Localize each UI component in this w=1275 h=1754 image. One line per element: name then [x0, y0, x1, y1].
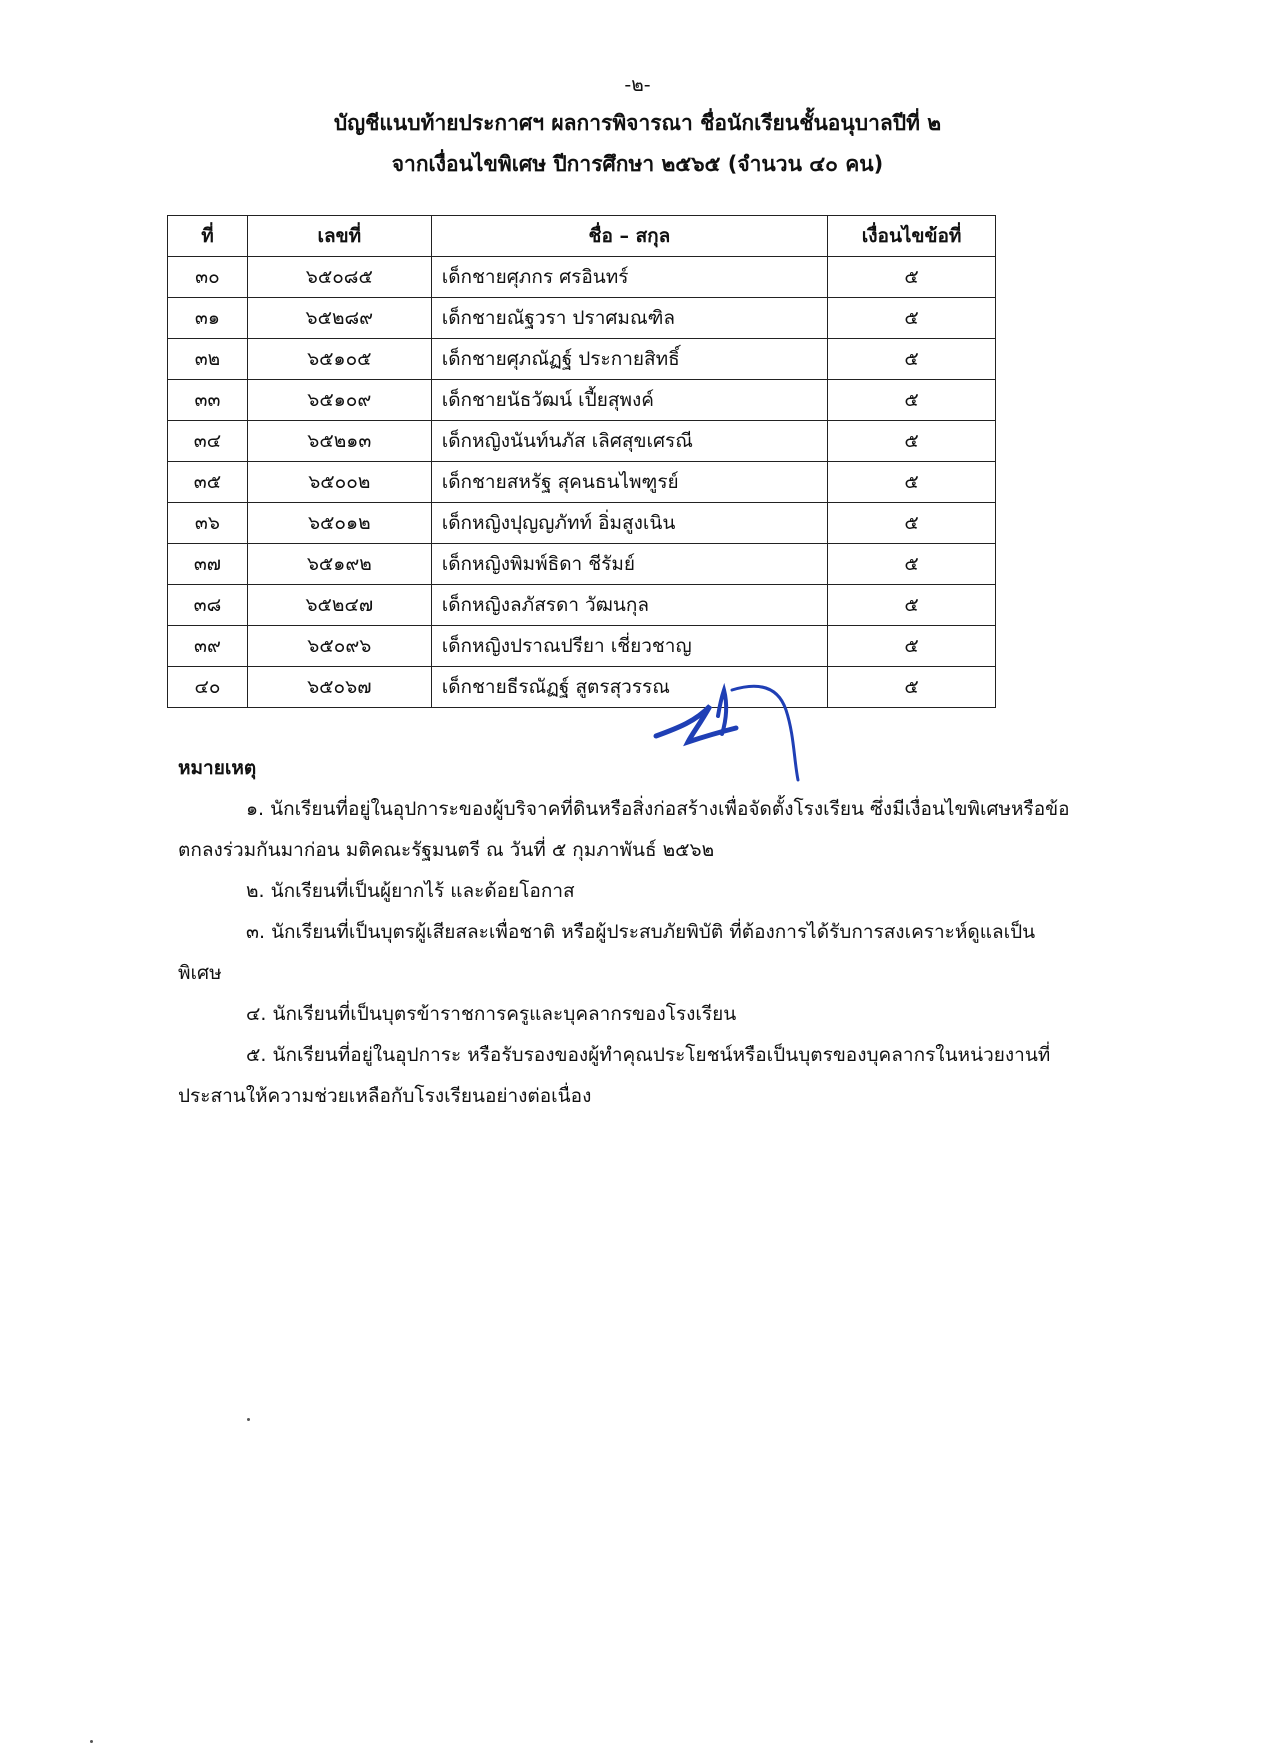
document-title-line-2: จากเงื่อนไขพิเศษ ปีการศึกษา ๒๕๖๕ (จำนวน ๔๐ คน) [391, 152, 884, 176]
table-row [168, 503, 996, 544]
condition-number: ๕ [828, 585, 996, 626]
table-header-row [168, 216, 996, 257]
table-row [168, 380, 996, 421]
student-name: เด็กชายสหรัฐ สุคนธนไพฑูรย์ [431, 462, 827, 503]
note-item-3: ๓. นักเรียนที่เป็นบุตรผู้เสียสละเพื่อชาติ หรือผู้ประสบภัยพิบัติ ที่ต้องการได้รับการสงเคราะห์ดูแลเป็นพิเศษ [178, 921, 1036, 984]
row-number: ๓๓ [168, 380, 248, 421]
row-number: ๓๐ [168, 257, 248, 298]
table-row [168, 339, 996, 380]
scan-speck [90, 1740, 93, 1743]
student-id: ๖๕๒๘๙ [247, 298, 431, 339]
note-item-2: ๒. นักเรียนที่เป็นผู้ยากไร้ และด้อยโอกาส [246, 880, 575, 902]
student-id: ๖๕๐๑๒ [247, 503, 431, 544]
header-no: ที่ [168, 216, 248, 257]
row-number: ๓๖ [168, 503, 248, 544]
student-name: เด็กชายศุภกร ศรอินทร์ [431, 257, 827, 298]
condition-number: ๕ [828, 298, 996, 339]
student-id: ๖๕๐๐๒ [247, 462, 431, 503]
table-row [168, 585, 996, 626]
condition-number: ๕ [828, 544, 996, 585]
row-number: ๓๘ [168, 585, 248, 626]
student-table [167, 215, 996, 708]
student-name: เด็กหญิงนันท์นภัส เลิศสุขเศรณี [431, 421, 827, 462]
condition-number: ๕ [828, 667, 996, 708]
student-id: ๖๕๑๐๕ [247, 339, 431, 380]
row-number: ๓๕ [168, 462, 248, 503]
note-item-5: ๕. นักเรียนที่อยู่ในอุปการะ หรือรับรองของผู้ทำคุณประโยชน์หรือเป็นบุตรของบุคลากรในหน่วยงานที่ประสานให้ความช่วยเหลือกับโรงเรียนอย่างต่อเนื่อง [178, 1044, 1051, 1107]
student-name: เด็กหญิงปุญญภัทท์ อิ่มสูงเนิน [431, 503, 827, 544]
student-name: เด็กหญิงปราณปรียา เชี่ยวชาญ [431, 626, 827, 667]
note-item-1: ๑. นักเรียนที่อยู่ในอุปการะของผู้บริจาคที่ดินหรือสิ่งก่อสร้างเพื่อจัดตั้งโรงเรียน ซึ่งมีเงื่อนไขพิเศษหรือข้อตกลงร่วมกันมาก่อน มติคณะรัฐมนตรี ณ วันที่ ๕ กุมภาพันธ์ ๒๕๖๒ [178, 798, 1070, 861]
condition-number: ๕ [828, 421, 996, 462]
row-number: ๓๔ [168, 421, 248, 462]
student-name: เด็กชายณัฐวรา ปราศมณฑิล [431, 298, 827, 339]
condition-number: ๕ [828, 380, 996, 421]
row-number: ๓๑ [168, 298, 248, 339]
row-number: ๔๐ [168, 667, 248, 708]
row-number: ๓๙ [168, 626, 248, 667]
condition-number: ๕ [828, 462, 996, 503]
table-row [168, 298, 996, 339]
student-id: ๖๕๑๐๙ [247, 380, 431, 421]
student-id: ๖๕๒๑๓ [247, 421, 431, 462]
condition-number: ๕ [828, 503, 996, 544]
note-item-4: ๔. นักเรียนที่เป็นบุตรข้าราชการครูและบุคลากรของโรงเรียน [246, 1003, 737, 1025]
table-row [168, 462, 996, 503]
header-name: ชื่อ – สกุล [431, 216, 827, 257]
row-number: ๓๗ [168, 544, 248, 585]
header-condition: เงื่อนไขข้อที่ [828, 216, 996, 257]
table-row [168, 544, 996, 585]
student-id: ๖๕๐๘๕ [247, 257, 431, 298]
student-id: ๖๕๒๔๗ [247, 585, 431, 626]
page-number: -๒- [624, 74, 651, 96]
table-row [168, 257, 996, 298]
notes-heading: หมายเหตุ [178, 757, 257, 779]
student-name: เด็กชายศุภณัฏฐ์ ประกายสิทธิ์ [431, 339, 827, 380]
student-name: เด็กหญิงลภัสรดา วัฒนกุล [431, 585, 827, 626]
student-name: เด็กชายนัธวัฒน์ เปี้ยสุพงค์ [431, 380, 827, 421]
condition-number: ๕ [828, 339, 996, 380]
student-id: ๖๕๐๖๗ [247, 667, 431, 708]
scan-speck [247, 1418, 250, 1421]
condition-number: ๕ [828, 626, 996, 667]
row-number: ๓๒ [168, 339, 248, 380]
notes-section [178, 748, 1078, 1117]
student-id: ๖๕๑๙๒ [247, 544, 431, 585]
student-name: เด็กหญิงพิมพ์ธิดา ชีรัมย์ [431, 544, 827, 585]
document-title-line-1: บัญชีแนบท้ายประกาศฯ ผลการพิจารณา ชื่อนักเรียนชั้นอนุบาลปีที่ ๒ [333, 111, 942, 135]
condition-number: ๕ [828, 257, 996, 298]
table-row [168, 667, 996, 708]
table-row [168, 421, 996, 462]
student-id: ๖๕๐๙๖ [247, 626, 431, 667]
table-row [168, 626, 996, 667]
student-name: เด็กชายธีรณัฏฐ์ สูตรสุวรรณ [431, 667, 827, 708]
header-id: เลขที่ [247, 216, 431, 257]
